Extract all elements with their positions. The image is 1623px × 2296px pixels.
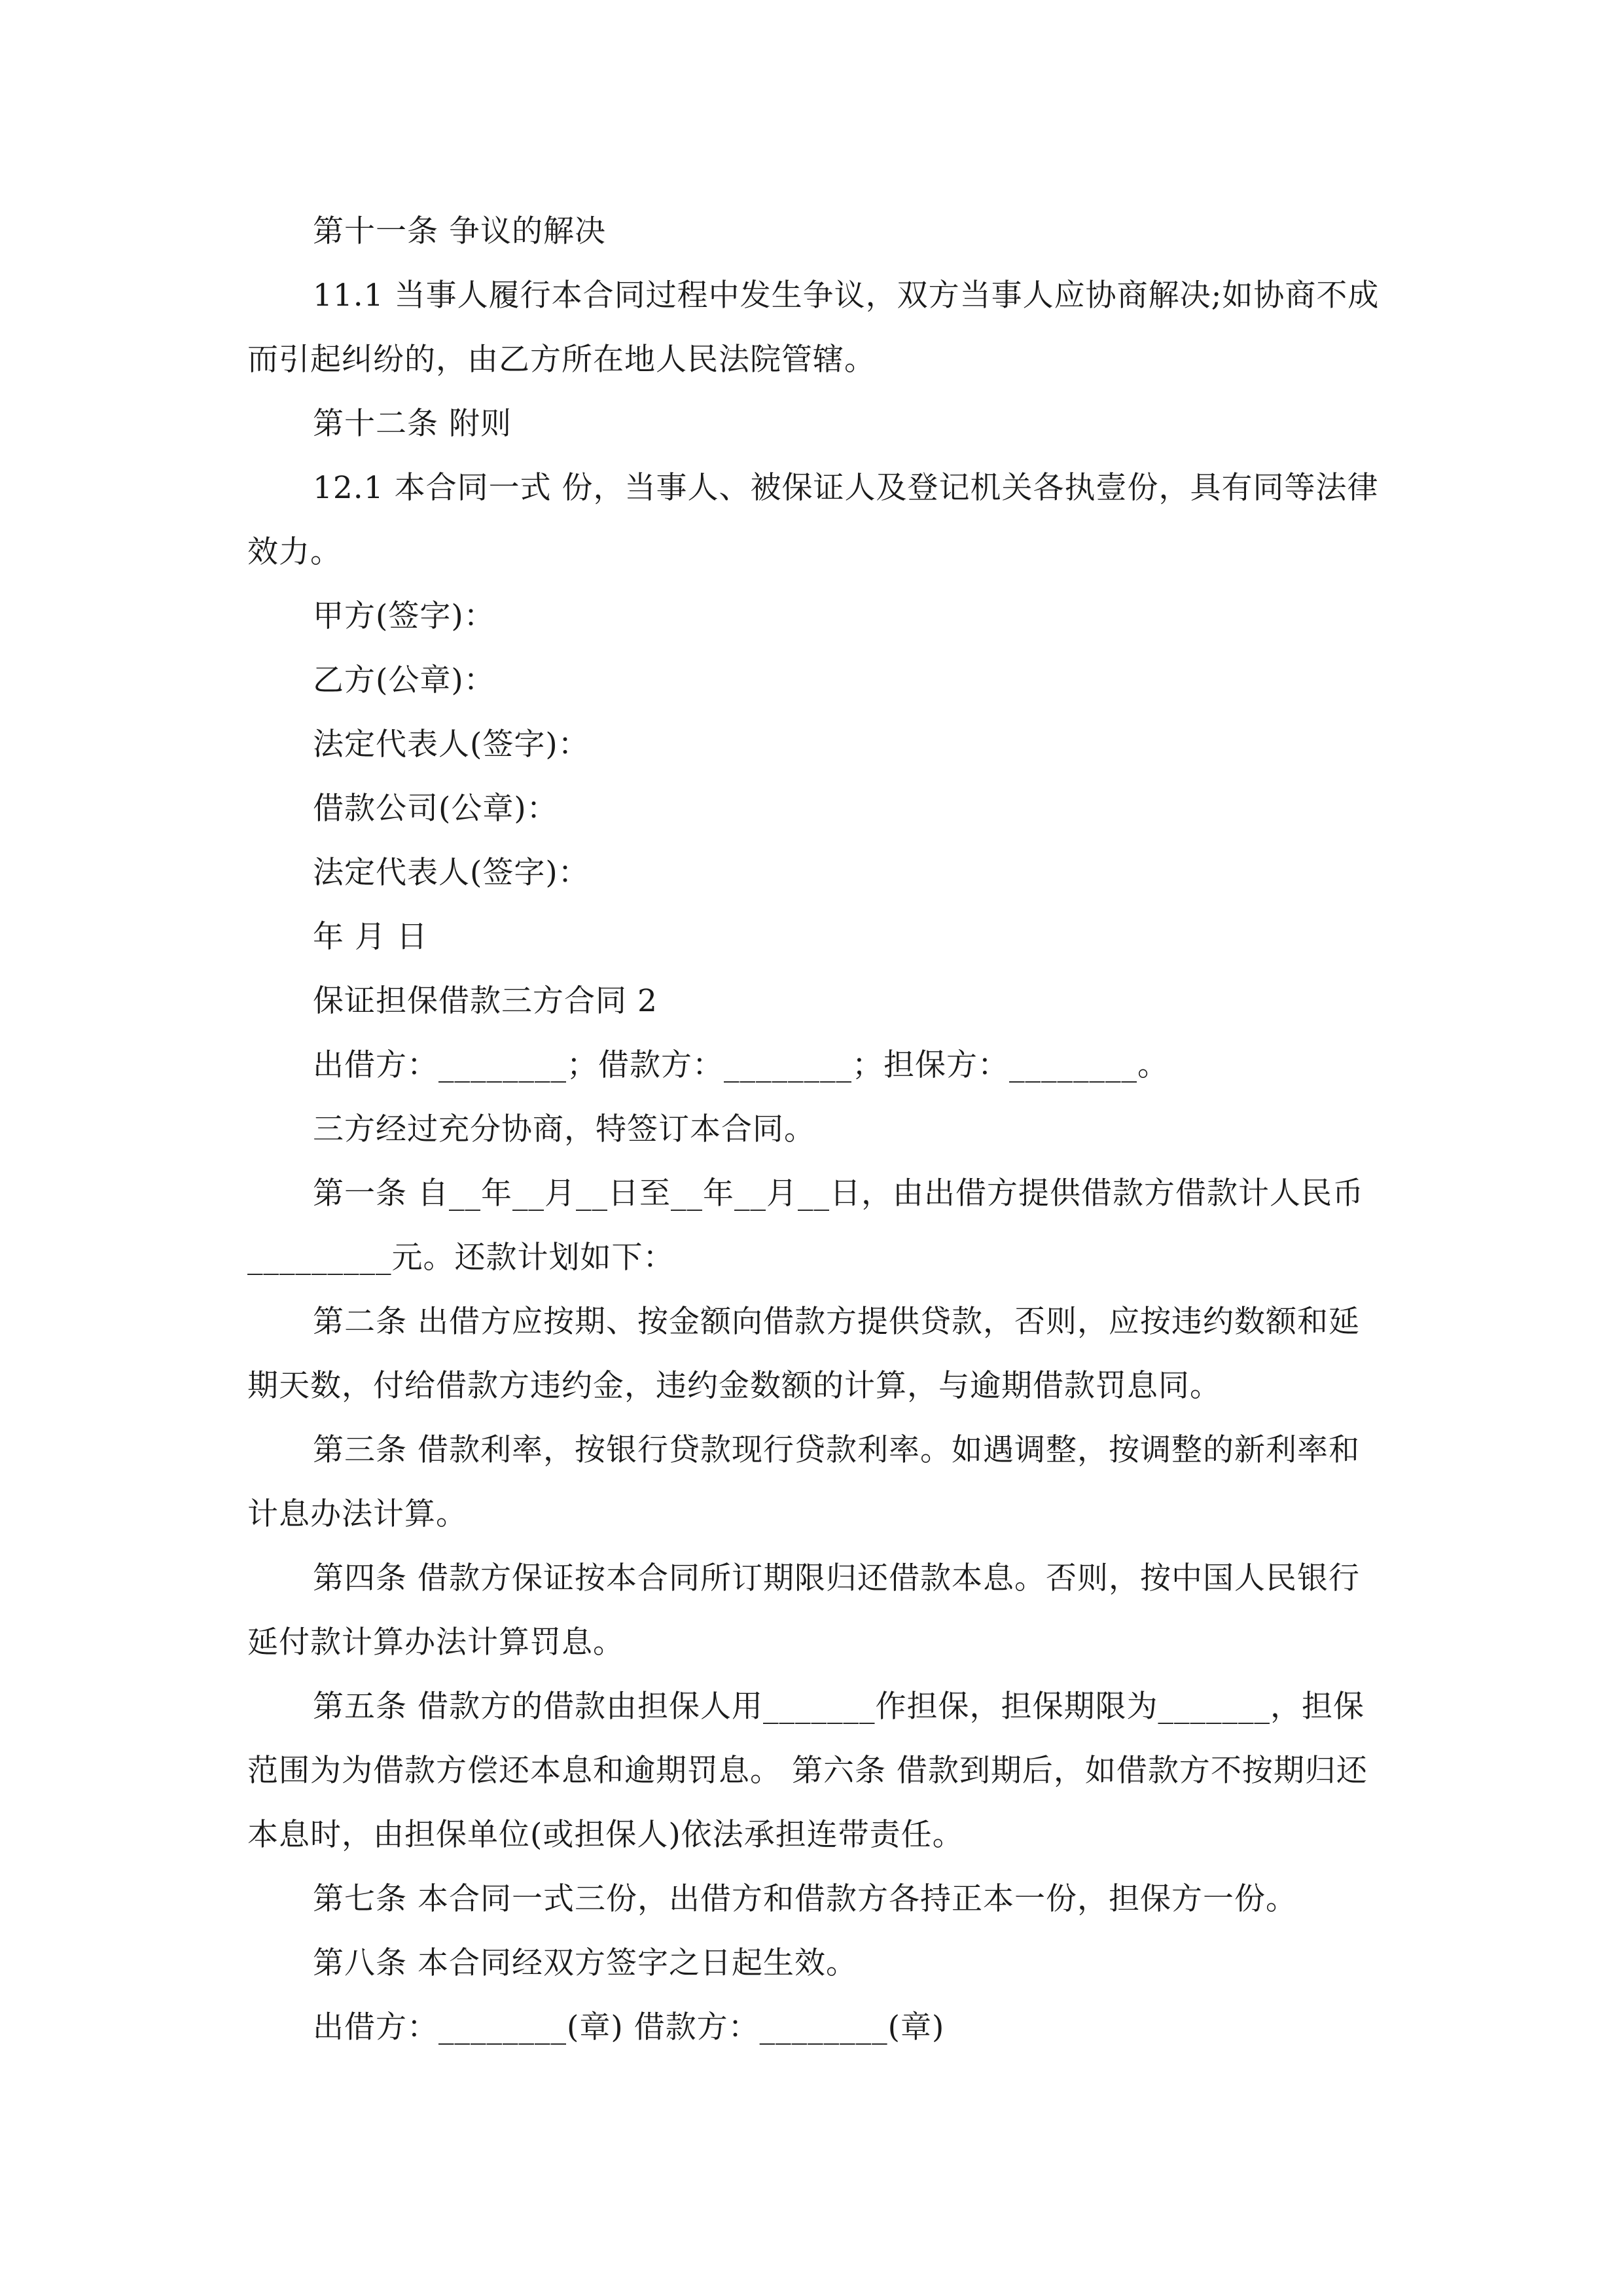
article-8-text: 第八条 本合同经双方签字之日起生效。: [313, 1945, 857, 1981]
legal-representative-signature-line-2: 法定代表人(签字)：: [313, 855, 590, 891]
article-12-1-text: 12.1 本合同一式 份，当事人、被保证人及登记机关各执壹份，具有同等法律效力。: [247, 470, 1379, 570]
signature-seal-line: 出借方：________(章) 借款方：________(章): [313, 2009, 945, 2045]
article-5-6-text: 第五条 借款方的借款由担保人用_______作担保，担保期限为_______，担保范围为为借款方偿还本息和逾期罚息。 第六条 借款到期后，如借款方不按期归还本息时，由担保单位(或担保人)依法承担连带责任。: [247, 1689, 1368, 1853]
article-1-text: 第一条 自__年__月__日至__年__月__日，由出借方提供借款方借款计人民币_________元。还款计划如下：: [247, 1175, 1364, 1276]
article-2-text: 第二条 出借方应按期、按金额向借款方提供贷款，否则，应按违约数额和延期天数，付给借款方违约金，违约金数额的计算，与逾期借款罚息同。: [247, 1304, 1360, 1404]
preamble-text: 三方经过充分协商，特签订本合同。: [313, 1111, 815, 1147]
parties-line: 出借方：________；借款方：________；担保方：________。: [313, 1047, 1169, 1083]
date-line: 年 月 日: [313, 919, 428, 955]
party-a-signature-line: 甲方(签字)：: [313, 598, 495, 634]
article-11-1-text: 11.1 当事人履行本合同过程中发生争议，双方当事人应协商解决;如协商不成而引起纠纷的，由乙方所在地人民法院管辖。: [247, 278, 1380, 378]
party-b-seal-line: 乙方(公章)：: [313, 662, 495, 698]
article-7-text: 第七条 本合同一式三份，出借方和借款方各持正本一份，担保方一份。: [313, 1881, 1297, 1917]
contract-2-title: 保证担保借款三方合同 2: [313, 983, 658, 1019]
article-12-heading: 第十二条 附则: [313, 406, 512, 442]
article-11-heading: 第十一条 争议的解决: [313, 213, 606, 249]
article-3-text: 第三条 借款利率，按银行贷款现行贷款利率。如遇调整，按调整的新利率和计息办法计算。: [247, 1432, 1360, 1532]
borrowing-company-seal-line: 借款公司(公章)：: [313, 791, 558, 827]
article-4-text: 第四条 借款方保证按本合同所订期限归还借款本息。否则，按中国人民银行延付款计算办法计算罚息。: [247, 1560, 1360, 1660]
legal-representative-signature-line: 法定代表人(签字)：: [313, 726, 590, 762]
